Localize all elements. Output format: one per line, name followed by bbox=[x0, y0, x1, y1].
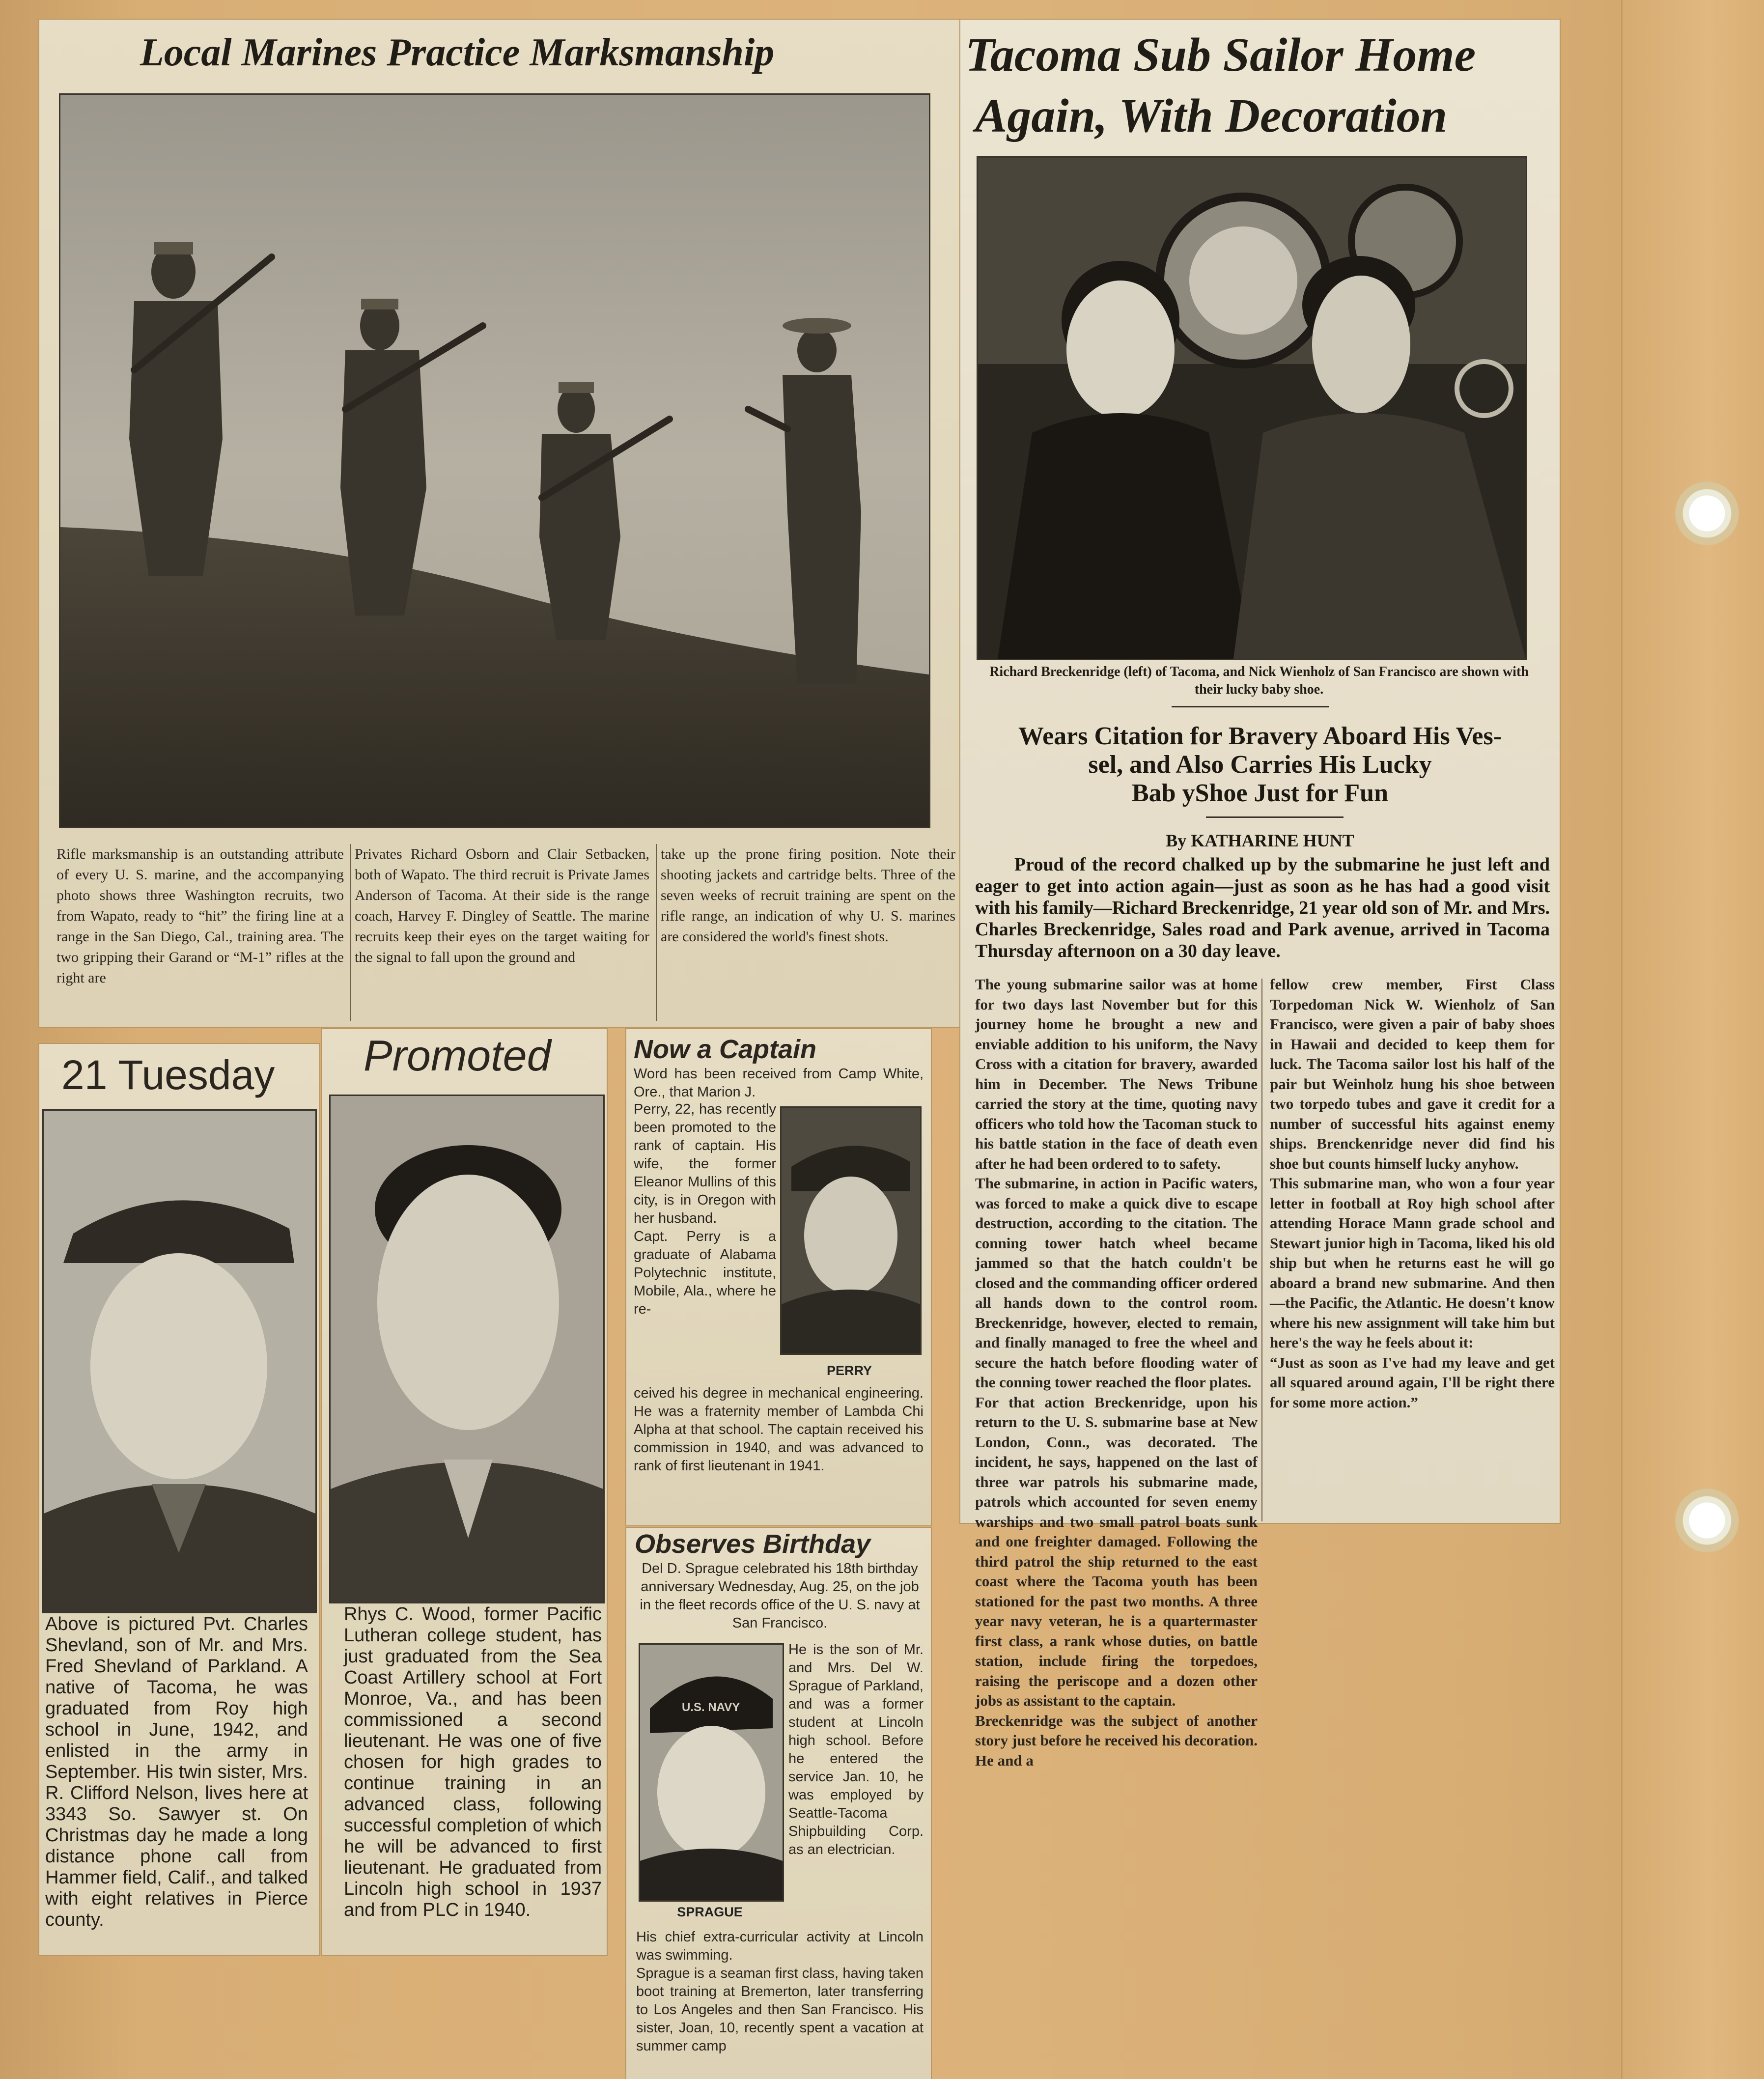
sailor-headline-line2: Again, With Decoration bbox=[975, 89, 1448, 142]
column-divider bbox=[350, 844, 351, 1021]
sprague-text-side: He is the son of Mr. and Mrs. Del W. Sprague of Parkland, and was a former student at Lincoln high school. Before he entered the service Jan. 10, he was employed by Seattle-Tacoma Shipbuilding Corp. as an electrician. bbox=[788, 1642, 924, 1857]
marines-photo-image bbox=[60, 95, 929, 827]
perry-text-top: Word has been received from Camp White, Ore., that Marion J. bbox=[634, 1066, 924, 1100]
wood-headline: Promoted bbox=[364, 1031, 551, 1080]
wood-photo-image bbox=[331, 1096, 603, 1602]
binder-hole-top bbox=[1670, 477, 1744, 550]
marines-text-col1: Rifle marksmanship is an outstanding attribute of every U. S. marine, and the accompanying photo shows three Washington recruits, two from Wapato, ready to “hit” the firing line at a range in the San Diego, Cal., training area. The two gripping their Garand or “M-1” rifles at the right are bbox=[56, 846, 344, 986]
marines-text-col3: take up the prone firing position. Note their shooting jackets and cartridge belts. Three of the seven weeks of recruit training are spent on the rifle range, an indication of why U. S. marines are considered the world's finest shots. bbox=[661, 846, 955, 945]
sailor-headline-line1: Tacoma Sub Sailor Home bbox=[965, 28, 1476, 82]
divider bbox=[1206, 816, 1344, 818]
shevland-photo-image bbox=[44, 1111, 315, 1612]
sailor-photo-caption: Richard Breckenridge (left) of Tacoma, and Nick Wienholz of San Francisco are shown with their lucky baby shoe. bbox=[989, 664, 1529, 697]
wood-photo bbox=[329, 1095, 605, 1603]
sprague-photo-label: SPRAGUE bbox=[677, 1905, 743, 1919]
shevland-photo bbox=[42, 1109, 317, 1613]
sailor-text-col-b: fellow crew member, First Class Torpedoman Nick W. Wienholz of San Francisco, were given a pair of baby shoes in Hawaii and decided to keep them for luck. The Tacoma sailor lost his half of the pair but Weinholz hung his shoe between two torpedo tubes and gave it credit for a number of successful hits against enemy ships. Brenckenridge never did find his shoe but counts himself lucky anyhow. This submarine man, who won a four year letter in football at Roy high school after attending Horace Mann grade school and Stewart junior high in Tacoma, liked his old ship but when he returns east he will go aboard a brand new submarine. And then—the Pacific, the Atlantic. He doesn't know where his new assignment will take him but here's the way he feels about it: “Just as soon as I've had my leave and get all squared around again, I'll be right there for some more action.” bbox=[1270, 976, 1555, 1411]
sprague-photo bbox=[639, 1643, 784, 1902]
wood-text: Rhys C. Wood, former Pacific Lutheran college student, has just graduated from the Sea Coast Artillery school at Fort Monroe, Va., and has been commissioned a second lieutenant. He was one of five chosen for high grades to continue training in an advanced class, following successful completion of which he will be advanced to first lieutenant. He graduated from Lincoln high school in 1937 and from PLC in 1940. bbox=[344, 1604, 602, 1920]
sailor-lead-paragraph: Proud of the record chalked up by the submarine he just left and eager to get into action again—just as soon as he has had a good visit with his family—Richard Breckenridge, 21 year old son of Mr. and Mrs. Charles Breckenridge, Sales road and Park avenue, arrived in Tacoma Thursday afternoon on a 30 day leave. bbox=[975, 854, 1550, 961]
marines-headline: Local Marines Practice Marksmanship bbox=[140, 31, 775, 74]
perry-photo bbox=[780, 1106, 922, 1355]
page-margin-right bbox=[1621, 0, 1764, 2079]
sprague-text-bottom: His chief extra-curricular activity at Lincoln was swimming. Sprague is a seaman first class, having taken boot training at Bremerton, later transferring to Los Angeles and then San Francisco. His sister, Joan, 10, recently spent a vacation at summer camp bbox=[636, 1929, 924, 2054]
perry-photo-image bbox=[782, 1108, 920, 1353]
sailor-photo-image bbox=[978, 158, 1526, 659]
divider bbox=[1172, 706, 1329, 707]
sprague-headline: Observes Birthday bbox=[635, 1529, 871, 1559]
sprague-text-top: Del D. Sprague celebrated his 18th birthday anniversary Wednesday, Aug. 25, on the job in the fleet records office of the U. S. navy at San Francisco. bbox=[640, 1561, 920, 1631]
perry-text-side: Perry, 22, has recently been promoted to the rank of captain. His wife, the former Eleanor Mullins of this city, is in Oregon with her husband. Capt. Perry is a graduate of Alabama Polytechnic institute, Mobile, Ala., where he re- bbox=[634, 1101, 776, 1317]
sailor-byline: By KATHARINE HUNT bbox=[1166, 831, 1354, 850]
shevland-text: Above is pictured Pvt. Charles Shevland, son of Mr. and Mrs. Fred Shevland of Parkland. A native of Tacoma, he was graduated from Roy high school in June, 1942, and enlisted in the army in September. His twin sister, Mrs. R. Clifford Nelson, lives here at 3343 So. Sawyer st. On Christmas day he made a long distance phone call from Hammer field, Calif., and talked with eight relatives in Pierce county. bbox=[45, 1614, 308, 1930]
sailor-subhead-line2: sel, and Also Carries His Lucky bbox=[1088, 751, 1432, 779]
sailor-text-col-a: The young submarine sailor was at home for two days last November but for this journey home he brought a new and enviable addition to his uniform, the Navy Cross with a citation for bravery, awarded him in December. The News Tribune carried the story at the time, quoting navy officers who told how the Tacoman stuck to his battle station in the face of death even after he had been ordered to to safety. The submarine, in action in Pacific waters, was forced to make a quick dive to escape destruction, according to the citation. The conning tower hatch wheel became jammed so that the hatch couldn't be closed and the commanding officer ordered all hands down to the control room. Breckenridge, however, elected to remain, and finally managed to free the wheel and secure the hatch before flooding water of the conning tower reached the floor plates. For that action Breckenridge, upon his return to the U. S. submarine base at New London, Conn., was decorated. The incident, he says, happened on the last of three war patrols his submarine made, patrols which accounted for seven enemy warships and two small patrol boats sunk and one freighter damaged. Following the third patrol the ship returned to the east coast where the Tacoma youth has been stationed for the past two months. A three year navy veteran, he is a quartermaster first class, a rank whose duties, on battle station, include firing the torpedoes, raising the periscope and a dozen other jobs as assistant to the captain. Breckenridge was the subject of another story just before he received his decoration. He and a bbox=[975, 976, 1258, 1769]
perry-text-bottom: ceived his degree in mechanical engineering. He was a fraternity member of Lambda Chi Alpha at that school. The captain received his commission in 1940, and was advanced to rank of first lieutenant in 1941. bbox=[634, 1385, 924, 1474]
sailor-photo bbox=[977, 156, 1527, 660]
perry-headline: Now a Captain bbox=[634, 1035, 817, 1064]
sprague-cap-text: U.S. NAVY bbox=[682, 1701, 740, 1714]
column-divider bbox=[656, 844, 657, 1021]
marines-photo bbox=[59, 93, 930, 828]
binder-hole-bottom bbox=[1670, 1484, 1744, 1557]
sprague-photo-image bbox=[640, 1645, 783, 1900]
marines-text-col2: Privates Richard Osborn and Clair Setbacken, both of Wapato. The third recruit is Private James Anderson of Tacoma. At their side is the range coach, Harvey F. Dingley of Seattle. The marine recruits keep their eyes on the target waiting for the signal to fall upon the ground and bbox=[355, 846, 649, 965]
shevland-headline: 21 Tuesday bbox=[61, 1052, 275, 1098]
sailor-subhead-line1: Wears Citation for Bravery Aboard His Ves- bbox=[1018, 722, 1502, 750]
column-divider bbox=[1261, 979, 1262, 1521]
sailor-subhead-line3: Bab yShoe Just for Fun bbox=[1131, 779, 1389, 807]
perry-photo-label: PERRY bbox=[826, 1363, 872, 1378]
sailor-subhead bbox=[970, 722, 1550, 808]
